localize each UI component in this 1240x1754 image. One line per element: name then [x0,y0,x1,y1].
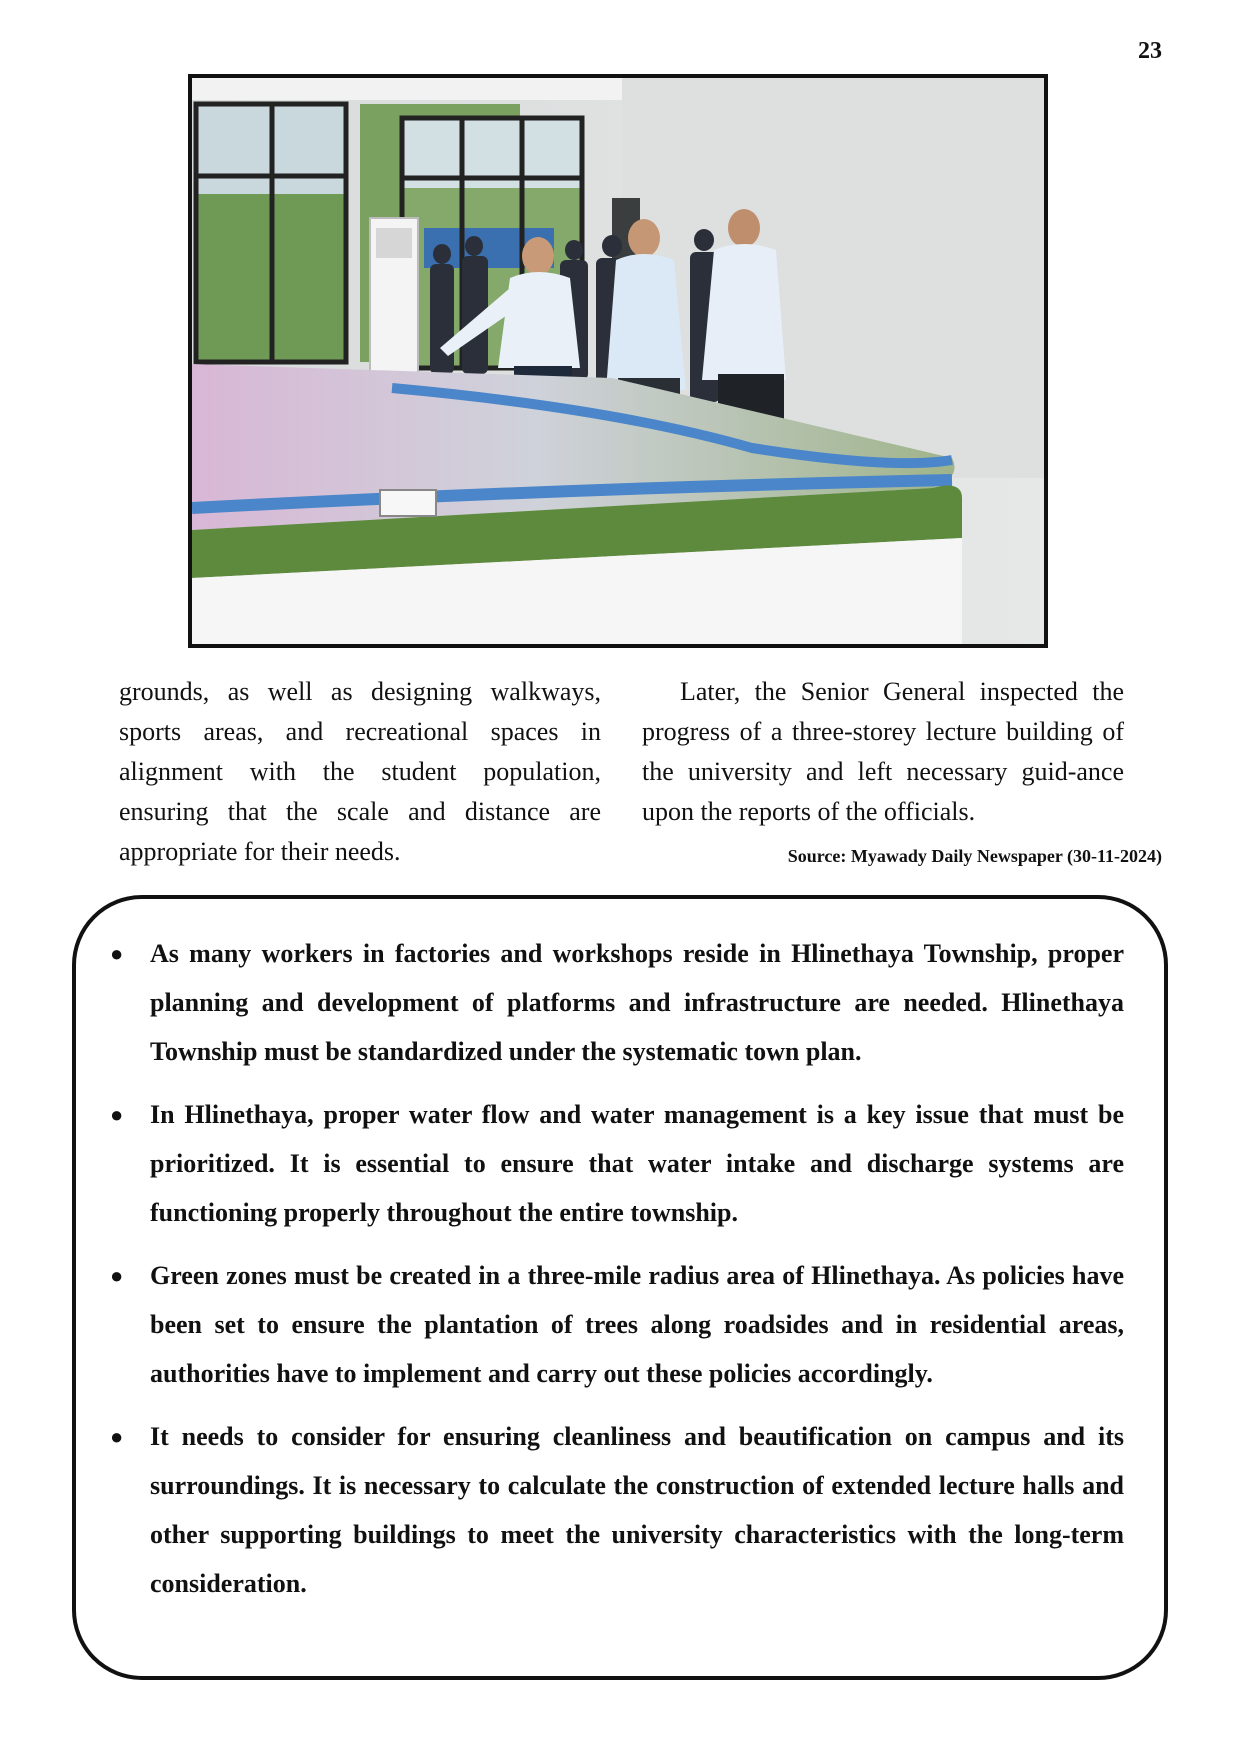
highlight-item [110,1251,1124,1398]
highlight-text: As many workers in factories and workshops reside in Hlinethaya Township, proper planning and development of platforms and infrastructure are needed. Hlinethaya Township must be standardized under the systematic town plan. [150,939,1124,1066]
highlight-item [110,929,1124,1076]
highlight-item [110,1412,1124,1608]
highlight-text: In Hlinethaya, proper water flow and water management is a key issue that must be prioritized. It is essential to ensure that water intake and discharge systems are functioning properly throughout the entire township. [150,1100,1124,1227]
article-right-column: Later, the Senior General inspected the progress of a three-storey lecture building of the university and left necessary guid-ance upon the reports of the officials. [642,677,1124,826]
highlight-item [110,1090,1124,1237]
source-citation: Source: Myawady Daily Newspaper (30-11-2024) [787,846,1162,866]
bullet-icon: ● [110,1424,124,1449]
bullet-icon: ● [110,1102,124,1127]
bullet-icon: ● [110,941,124,966]
highlight-text: It needs to consider for ensuring cleanliness and beautification on campus and its surroundings. It is necessary to calculate the construction of extended lecture halls and other supporting buildings to meet the university characteristics with the long-term consideration. [150,1422,1124,1598]
highlights-list [110,929,1124,1608]
article-left-column: grounds, as well as designing walkways, sports areas, and recreational spaces in alignment with the student population, ensuring that the scale and distance are appropriate for their needs. [119,677,601,866]
page-number: 23 [1138,38,1162,64]
photo-illustration [192,78,1044,644]
highlights-box [72,895,1168,1680]
highlight-text: Green zones must be created in a three-mile radius area of Hlinethaya. As policies have been set to ensure the plantation of trees along roadsides and in residential areas, authorities have to implement and carry out these policies accordingly. [150,1261,1124,1388]
news-photo [188,74,1048,648]
bullet-icon: ● [110,1263,124,1288]
